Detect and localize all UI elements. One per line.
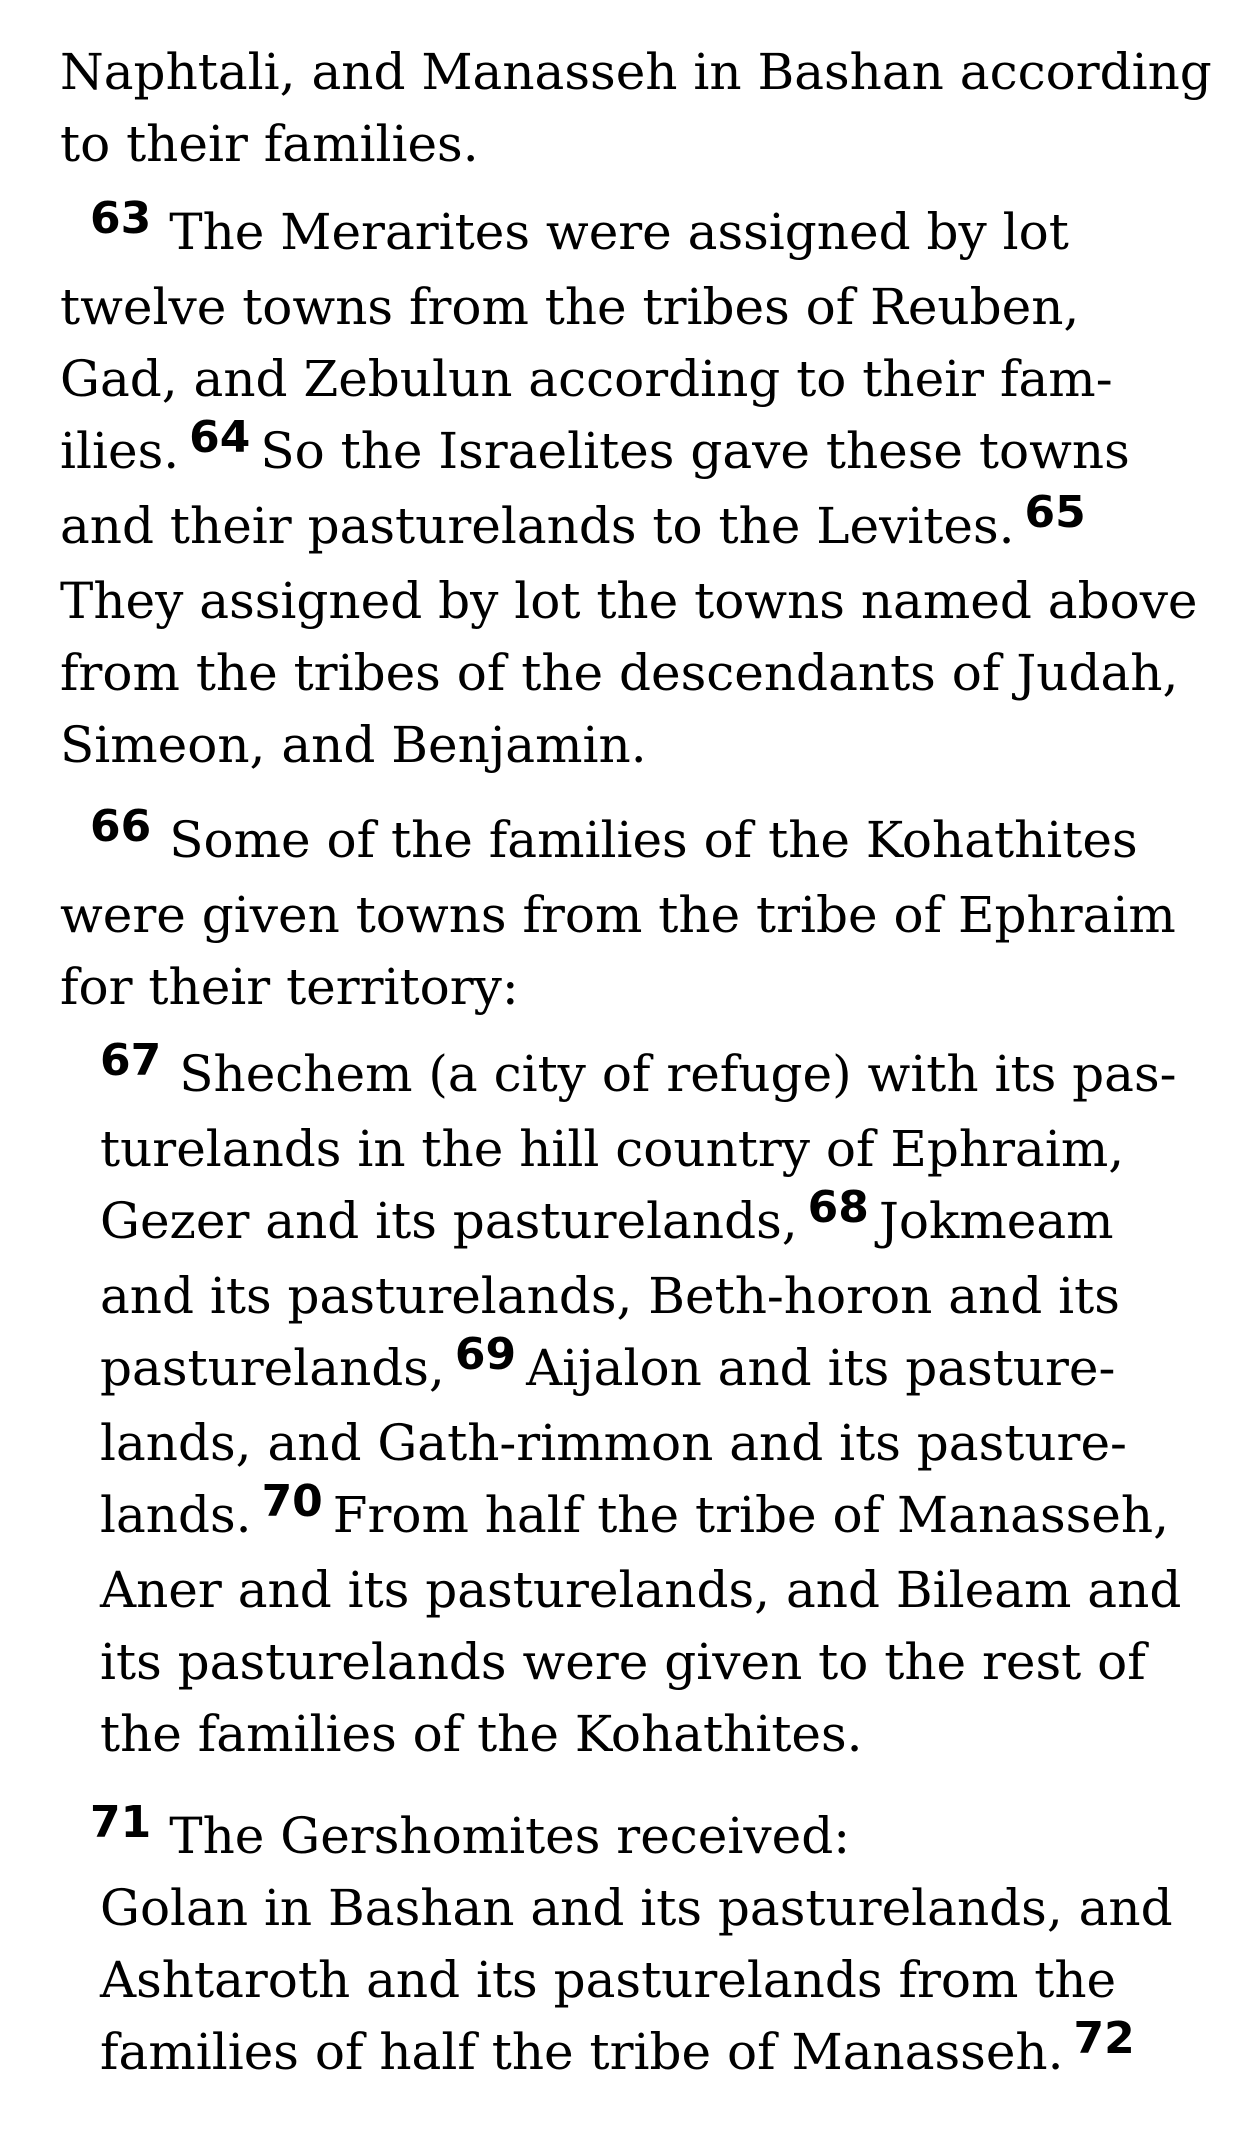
paragraph-verse-66 xyxy=(60,801,1200,1023)
verse-number: 64 xyxy=(189,412,251,463)
verse-number: 67 xyxy=(100,1035,162,1086)
paragraph-continuation xyxy=(60,36,1212,180)
verse-number: 66 xyxy=(90,801,152,852)
text-line: They assigned by lot the towns named above xyxy=(60,572,1198,630)
text-line: ilies. 64 So the Israelites gave these towns xyxy=(60,412,1130,480)
verse-number: 72 xyxy=(1073,2013,1135,2064)
text-line: 63 The Merarites were assigned by lot xyxy=(60,196,1200,271)
text-line: lands. 70 From half the tribe of Manasseh, xyxy=(100,1476,1169,1544)
text-line: the families of the Kohathites. xyxy=(100,1705,863,1763)
text-line: Aner and its pasturelands, and Bileam and xyxy=(100,1561,1182,1619)
verse-number: 68 xyxy=(807,1182,869,1233)
verse-number: 71 xyxy=(90,1797,152,1848)
text-line: pasturelands, 69 Aijalon and its pasture- xyxy=(100,1329,1116,1397)
text-line: twelve towns from the tribes of Reuben, xyxy=(60,278,1080,336)
paragraph-verse-71 xyxy=(60,1797,1200,1875)
text-line: from the tribes of the descendants of Judah, xyxy=(60,644,1179,702)
verse-number: 69 xyxy=(454,1329,517,1380)
paragraph-verses-63-65 xyxy=(60,193,1200,781)
text-line: Simeon, and Benjamin. xyxy=(60,716,647,774)
text-line: to their families. xyxy=(60,115,479,173)
indented-list-verse-71 xyxy=(100,1872,1200,2091)
text-line: turelands in the hill country of Ephraim, xyxy=(100,1120,1125,1178)
text-line: its pasturelands were given to the rest of xyxy=(100,1633,1146,1691)
text-line: for their territory: xyxy=(60,958,519,1016)
text-line: lands, and Gath-rimmon and its pasture- xyxy=(100,1414,1127,1472)
text-line: and their pasturelands to the Levites. 65 xyxy=(60,487,1086,555)
verse-number: 65 xyxy=(1024,487,1086,538)
text-line: and its pasturelands, Beth-horon and its xyxy=(100,1267,1120,1325)
text-line: 71 The Gershomites received: xyxy=(60,1800,1200,1875)
text-line: Ashtaroth and its pasturelands from the xyxy=(100,1951,1117,2009)
verse-number: 70 xyxy=(261,1476,323,1527)
text-line: 67 Shechem (a city of refuge) with its pas- xyxy=(100,1038,1200,1113)
text-line: Gad, and Zebulun according to their fam- xyxy=(60,350,1113,408)
text-line: Golan in Bashan and its pasturelands, and xyxy=(100,1879,1173,1937)
text-line: were given towns from the tribe of Ephraim xyxy=(60,886,1176,944)
text-line: families of half the tribe of Manasseh. 72 xyxy=(100,2013,1135,2081)
verse-number: 63 xyxy=(90,193,152,244)
text-line: 66 Some of the families of the Kohathites xyxy=(60,804,1200,879)
text-line: Gezer and its pasturelands, 68 Jokmeam xyxy=(100,1182,1114,1250)
text-line: Naphtali, and Manasseh in Bashan according xyxy=(60,43,1212,101)
indented-list-verses-67-70 xyxy=(100,1035,1200,1770)
